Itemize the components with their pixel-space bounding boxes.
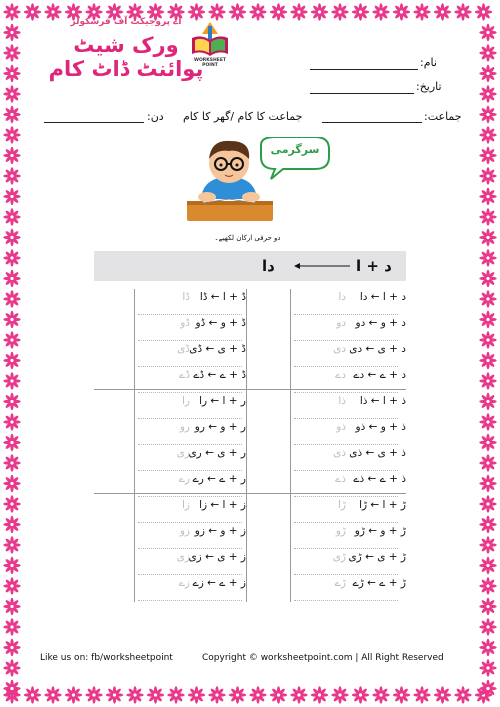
flower-icon [167,686,184,703]
trace-letter: ذا [338,395,346,407]
writing-line[interactable] [138,444,242,445]
letter-formula: د + ا ← دا [359,291,406,303]
writing-line[interactable] [138,548,242,549]
flower-icon [3,106,20,123]
flower-icon [3,434,20,451]
letter-formula: د + ی ← دی [349,343,406,355]
flower-icon [188,686,205,703]
flower-icon [479,167,496,184]
letter-formula: ذ + ی ← ذی [349,447,406,459]
flower-icon [393,686,410,703]
flower-icon [3,188,20,205]
letter-formula: ڑ + و ← ڑو [354,525,406,537]
flower-icon [290,686,307,703]
letter-formula: ز + ی ← زی [188,551,246,563]
flower-icon [3,311,20,328]
flower-icon [479,147,496,164]
flower-icon [479,557,496,574]
flower-icon [270,686,287,703]
flower-icon [479,270,496,287]
flower-icon [3,618,20,635]
flower-icon [290,3,307,20]
writing-line[interactable] [138,366,242,367]
letter-formula: ر + ا ← را [199,395,246,407]
flower-icon [3,85,20,102]
writing-line[interactable] [138,574,242,575]
day-line[interactable] [44,122,144,123]
flower-icon [479,618,496,635]
book-pencil-icon [186,20,234,58]
flower-icon [352,686,369,703]
writing-line[interactable] [138,470,242,471]
letter-formula: د + و ← دو [355,317,406,329]
flower-icon [479,331,496,348]
flower-icon [3,659,20,676]
flower-icon [3,208,20,225]
flower-icon [479,249,496,266]
worksheet-row [94,421,406,447]
trace-letter: ڑا [338,499,346,511]
worksheet-row [94,395,406,421]
flower-icon [106,686,123,703]
letter-formula: ز + و ← زو [194,525,246,537]
worksheet-point-badge [186,20,234,70]
flower-icon [479,311,496,328]
flower-icon [352,3,369,20]
practice-block [94,289,406,394]
flower-icon [3,516,20,533]
trace-letter: دا [338,291,346,303]
footer-social: Like us on: fb/worksheetpoint [40,653,173,663]
worksheet-row [94,499,406,525]
flower-icon [372,3,389,20]
flower-icon [3,639,20,656]
day-label: دن: [147,110,164,123]
trace-letter: زی [176,551,190,563]
flower-icon [3,65,20,82]
letter-formula: ز + ے ← زے [192,577,246,589]
flower-icon [479,659,496,676]
flower-icon [479,639,496,656]
flower-icon [479,85,496,102]
flower-icon [208,686,225,703]
letter-formula: ڑ + ے ← ڑے [352,577,406,589]
worksheet-row [94,343,406,369]
flower-icon [479,598,496,615]
writing-line[interactable] [138,314,242,315]
trace-letter: ڑو [335,525,346,537]
flower-icon [3,393,20,410]
flower-icon [479,454,496,471]
trace-letter: دو [336,317,346,329]
example-banner [94,251,406,281]
flower-icon [331,3,348,20]
letter-formula: ڑ + ا ← ڑا [359,499,406,511]
block-divider [94,389,406,390]
example-right: د + ا [356,257,392,275]
trace-letter: رو [179,421,190,433]
flower-icon [3,413,20,430]
flower-icon [3,167,20,184]
flower-icon [3,249,20,266]
flower-icon [434,3,451,20]
worksheet-row [94,525,406,551]
activity-illustration [183,137,331,225]
trace-letter: زے [178,577,190,589]
flower-icon [249,3,266,20]
flower-icon [24,3,41,20]
writing-line[interactable] [138,340,242,341]
flower-icon [65,686,82,703]
logo-title: ورک شیٹ پوائنٹ ڈاٹ کام [48,33,204,81]
flower-icon [479,372,496,389]
trace-letter: زا [182,499,190,511]
flower-icon [479,680,496,697]
flower-icon [147,686,164,703]
flower-icon [479,516,496,533]
writing-line[interactable] [138,522,242,523]
trace-letter: را [182,395,190,407]
flower-icon [3,475,20,492]
letter-formula: ر + ے ← رے [192,473,246,485]
letter-formula: ڈ + و ← ڈو [195,317,246,329]
flower-icon [3,536,20,553]
flower-icon [413,3,430,20]
flower-icon [126,686,143,703]
flower-icon [479,106,496,123]
block-divider [94,493,406,494]
flower-icon [479,413,496,430]
letter-formula: د + ے ← دے [353,369,406,381]
flower-icon [479,290,496,307]
flower-icon [479,44,496,61]
flower-icon [479,475,496,492]
trace-letter: دے [335,369,346,381]
flower-icon [454,686,471,703]
flower-icon [479,393,496,410]
flower-icon [454,3,471,20]
flower-icon [270,3,287,20]
worksheet-row [94,291,406,317]
class-line[interactable] [322,122,422,123]
arrow-left-icon [294,262,350,270]
letter-formula: ز + ا ← زا [199,499,246,511]
flower-icon [249,686,266,703]
flower-icon [3,229,20,246]
activity-bubble-text: سرگرمی [270,143,320,156]
trace-letter: رے [178,473,190,485]
flower-icon [229,686,246,703]
name-label: نام: [420,56,437,69]
worksheet-row [94,447,406,473]
flower-icon [3,3,20,20]
name-line[interactable] [310,69,418,70]
letter-formula: ڈ + ی ← ڈی [189,343,246,355]
flower-icon [479,536,496,553]
worksheet-row [94,551,406,577]
letter-formula: ذ + ا ← ذا [359,395,406,407]
practice-block [94,497,406,602]
flower-icon [479,126,496,143]
flower-icon [479,434,496,451]
flower-icon [3,44,20,61]
flower-icon [3,24,20,41]
flower-icon [479,577,496,594]
letter-formula: ذ + و ← ذو [355,421,406,433]
flower-icon [3,331,20,348]
flower-icon [311,3,328,20]
worksheet-row [94,577,406,603]
trace-letter: ڈو [180,317,190,329]
letter-formula: ڈ + ے ← ڈے [193,369,246,381]
practice-block [94,393,406,498]
example-left: دا [262,257,275,275]
flower-icon [479,65,496,82]
flower-icon [3,270,20,287]
flower-icon [85,686,102,703]
flower-icon [44,686,61,703]
instruction-text: دو حرفی ارکان لکھیے۔ [214,234,281,242]
letter-formula: ذ + ے ← ذے [353,473,406,485]
logo-subtitle: اے پروجیکٹ آف فرسکولز [70,17,182,27]
trace-letter: ری [176,447,190,459]
flower-icon [3,147,20,164]
worksheet-row [94,473,406,499]
flower-icon [3,372,20,389]
work-label: جماعت کا کام /گھر کا کام [183,110,303,123]
flower-icon [3,126,20,143]
letter-formula: ر + و ← رو [194,421,246,433]
trace-letter: دی [333,343,346,355]
flower-icon [3,557,20,574]
footer-copyright: Copyright © worksheetpoint.com | All Right Reserved [202,653,444,663]
trace-letter: ذی [333,447,346,459]
letter-formula: ڑ + ی ← ڑی [348,551,406,563]
flower-icon [24,686,41,703]
worksheet-row [94,369,406,395]
trace-letter: ڈا [182,291,190,303]
flower-icon [479,188,496,205]
trace-letter: ذو [336,421,346,433]
flower-icon [393,3,410,20]
letter-formula: ر + ی ← ری [188,447,246,459]
trace-letter: ڈی [177,343,190,355]
trace-letter: ڑی [332,551,346,563]
trace-letter: ڑے [334,577,346,589]
trace-letter: ڈے [179,369,190,381]
flower-icon [3,680,20,697]
flower-icon [3,352,20,369]
flower-icon [3,495,20,512]
flower-icon [311,686,328,703]
date-line[interactable] [310,93,414,94]
flower-icon [479,352,496,369]
flower-icon [3,598,20,615]
flower-icon [372,686,389,703]
flower-icon [479,495,496,512]
flower-icon [229,3,246,20]
class-label: جماعت: [424,110,462,123]
flower-icon [3,577,20,594]
flower-icon [475,3,492,20]
badge-text: WORKSHEET POINT [194,58,226,68]
flower-icon [3,290,20,307]
writing-line[interactable] [138,600,242,601]
date-label: تاریخ: [416,80,442,93]
trace-letter: زو [179,525,190,537]
letter-formula: ڈ + ا ← ڈا [199,291,246,303]
trace-letter: ذے [335,473,346,485]
flower-icon [479,208,496,225]
flower-icon [413,686,430,703]
writing-line[interactable] [138,418,242,419]
flower-icon [331,686,348,703]
flower-icon [479,24,496,41]
flower-icon [434,686,451,703]
worksheet-row [94,317,406,343]
flower-icon [3,454,20,471]
flower-icon [479,229,496,246]
